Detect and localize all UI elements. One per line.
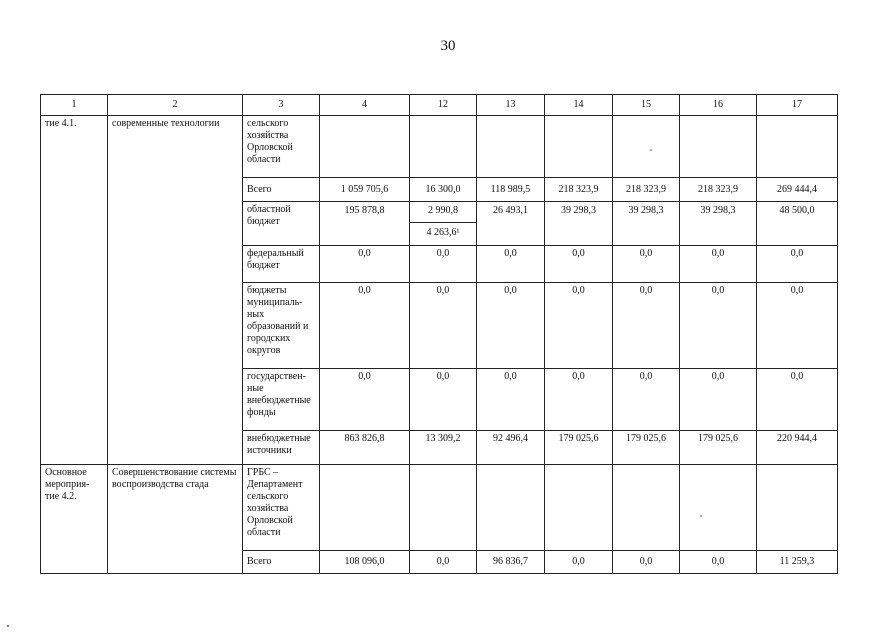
table-row <box>41 116 838 178</box>
value-cell: 0,0 <box>680 246 757 283</box>
measure-code: Основное мероприя-тие 4.2. <box>41 465 108 574</box>
value-cell: 0,0 <box>320 246 410 283</box>
value-cell: 269 444,4 <box>757 178 838 202</box>
measure-name: современные технологии <box>108 116 243 465</box>
col-header-4: 4 <box>320 95 410 116</box>
value-cell: 0,0 <box>410 283 477 369</box>
col-header-17: 17 <box>757 95 838 116</box>
value-cell: 16 300,0 <box>410 178 477 202</box>
value-cell: 96 836,7 <box>477 551 545 574</box>
value-cell: 220 944,4 <box>757 431 838 465</box>
budget-table <box>40 94 838 574</box>
header-row <box>41 95 838 116</box>
value-cell <box>410 465 477 551</box>
funding-source: ГРБС – Департамент сельского хозяйства Орловской области <box>243 465 320 551</box>
value-cell: 0,0 <box>613 369 680 431</box>
value-cell: 39 298,3 <box>680 202 757 246</box>
value-cell: 0,0 <box>410 369 477 431</box>
measure-name: Совершенствование системы воспроизводства стада <box>108 465 243 574</box>
col-header-15: 15 <box>613 95 680 116</box>
col-header-14: 14 <box>545 95 613 116</box>
value-cell: 0,0 <box>757 246 838 283</box>
page-number: 30 <box>440 38 456 54</box>
value-cell: 195 878,8 <box>320 202 410 246</box>
value-cell: 0,0 <box>410 246 477 283</box>
col-header-3: 3 <box>243 95 320 116</box>
value-cell: 0,0 <box>680 551 757 574</box>
funding-source: федеральный бюджет <box>243 246 320 283</box>
value-cell: 218 323,9 <box>680 178 757 202</box>
value-cell <box>613 116 680 178</box>
funding-source: бюджеты муниципаль-ных образований и городских округов <box>243 283 320 369</box>
value-cell: 0,0 <box>680 283 757 369</box>
value-cell-extra: 4 263,6¹ <box>410 223 477 246</box>
value-cell: 39 298,3 <box>613 202 680 246</box>
value-cell: 118 989,5 <box>477 178 545 202</box>
value-cell <box>613 465 680 551</box>
funding-source: Всего <box>243 551 320 574</box>
funding-source: внебюджетные источники <box>243 431 320 465</box>
value-cell <box>680 116 757 178</box>
value-cell: 108 096,0 <box>320 551 410 574</box>
value-cell: 11 259,3 <box>757 551 838 574</box>
value-cell: 179 025,6 <box>545 431 613 465</box>
measure-code: тие 4.1. <box>41 116 108 465</box>
value-cell: 0,0 <box>477 369 545 431</box>
scan-speck <box>650 149 652 151</box>
col-header-2: 2 <box>108 95 243 116</box>
value-cell: 179 025,6 <box>613 431 680 465</box>
value-cell <box>320 465 410 551</box>
value-cell: 1 059 705,6 <box>320 178 410 202</box>
value-cell <box>757 116 838 178</box>
scan-speck <box>700 515 702 517</box>
col-header-12: 12 <box>410 95 477 116</box>
value-cell: 0,0 <box>757 369 838 431</box>
value-cell: 0,0 <box>613 246 680 283</box>
table-row <box>41 465 838 551</box>
value-cell: 0,0 <box>757 283 838 369</box>
value-cell: 0,0 <box>545 369 613 431</box>
value-cell: 39 298,3 <box>545 202 613 246</box>
value-cell: 0,0 <box>613 551 680 574</box>
value-cell: 0,0 <box>545 551 613 574</box>
value-cell: 0,0 <box>320 283 410 369</box>
funding-source: областной бюджет <box>243 202 320 246</box>
value-cell <box>680 465 757 551</box>
value-cell: 0,0 <box>545 283 613 369</box>
funding-source: государствен-ные внебюджетные фонды <box>243 369 320 431</box>
value-cell: 0,0 <box>680 369 757 431</box>
value-cell: 0,0 <box>613 283 680 369</box>
value-cell: 2 990,8 <box>410 202 477 223</box>
col-header-16: 16 <box>680 95 757 116</box>
funding-source: сельского хозяйства Орловской области <box>243 116 320 178</box>
value-cell: 0,0 <box>545 246 613 283</box>
value-cell: 218 323,9 <box>545 178 613 202</box>
value-cell: 179 025,6 <box>680 431 757 465</box>
value-cell <box>545 116 613 178</box>
value-cell <box>545 465 613 551</box>
value-cell: 0,0 <box>410 551 477 574</box>
scan-speck <box>7 625 9 627</box>
value-cell: 26 493,1 <box>477 202 545 246</box>
value-cell <box>410 116 477 178</box>
value-cell: 13 309,2 <box>410 431 477 465</box>
value-cell: 48 500,0 <box>757 202 838 246</box>
value-cell <box>477 465 545 551</box>
funding-source: Всего <box>243 178 320 202</box>
value-cell: 0,0 <box>477 283 545 369</box>
value-cell: 218 323,9 <box>613 178 680 202</box>
col-header-13: 13 <box>477 95 545 116</box>
value-cell <box>320 116 410 178</box>
value-cell: 92 496,4 <box>477 431 545 465</box>
value-cell: 863 826,8 <box>320 431 410 465</box>
value-cell: 0,0 <box>320 369 410 431</box>
col-header-1: 1 <box>41 95 108 116</box>
value-cell <box>757 465 838 551</box>
value-cell <box>477 116 545 178</box>
value-cell: 0,0 <box>477 246 545 283</box>
